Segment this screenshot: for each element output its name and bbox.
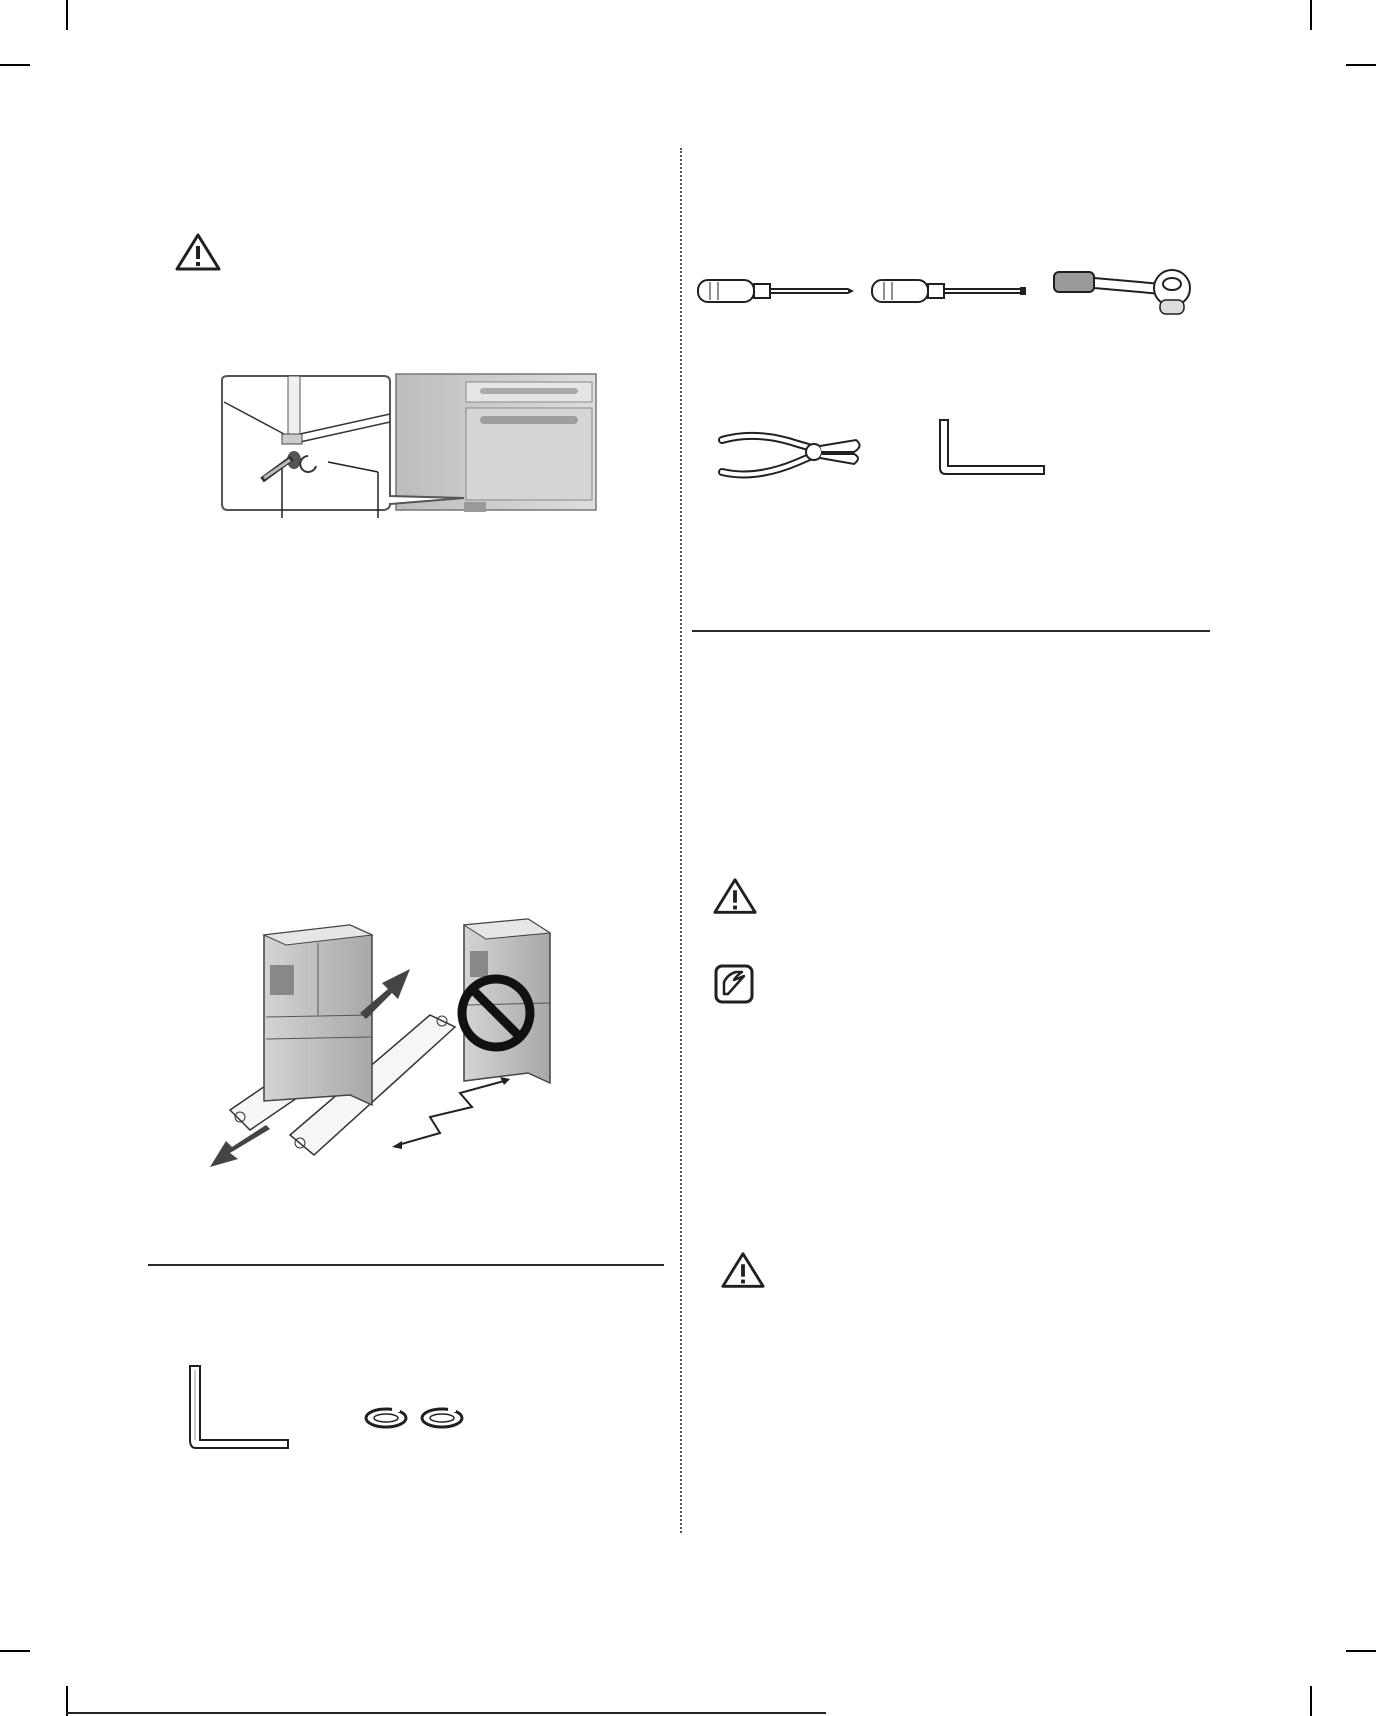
right-caution-icon: [712, 876, 758, 916]
snap-ring-icon: [362, 1404, 410, 1432]
column-divider: [680, 148, 682, 1533]
crop-mark-top-left-h: [0, 64, 30, 66]
snap-ring-icon: [418, 1404, 466, 1432]
figure-moving-refrigerator: [210, 905, 620, 1170]
note-pencil-icon: [714, 964, 754, 1004]
figure-leveling-foot: [218, 372, 608, 522]
flat-screwdriver-icon: [870, 274, 1030, 308]
right-section-divider: [692, 630, 1210, 632]
crop-mark-top-left-v: [66, 0, 68, 30]
left-caution-icon: [174, 232, 222, 272]
hex-key-icon: [936, 416, 1048, 480]
bottom-bleed-line: [66, 1712, 826, 1714]
pliers-icon: [716, 424, 866, 484]
left-section-divider: [148, 1264, 664, 1266]
hex-wrench-icon: [184, 1360, 294, 1452]
crop-mark-top-right-h: [1346, 64, 1376, 66]
crop-mark-bottom-right-v: [1310, 1686, 1312, 1716]
crop-mark-bottom-right-h: [1346, 1650, 1376, 1652]
crop-mark-bottom-left-h: [0, 1650, 30, 1652]
socket-wrench-icon: [1050, 266, 1200, 318]
crop-mark-top-right-v: [1310, 0, 1312, 30]
phillips-screwdriver-icon: [696, 274, 856, 308]
right-caution-icon-2: [720, 1250, 766, 1290]
